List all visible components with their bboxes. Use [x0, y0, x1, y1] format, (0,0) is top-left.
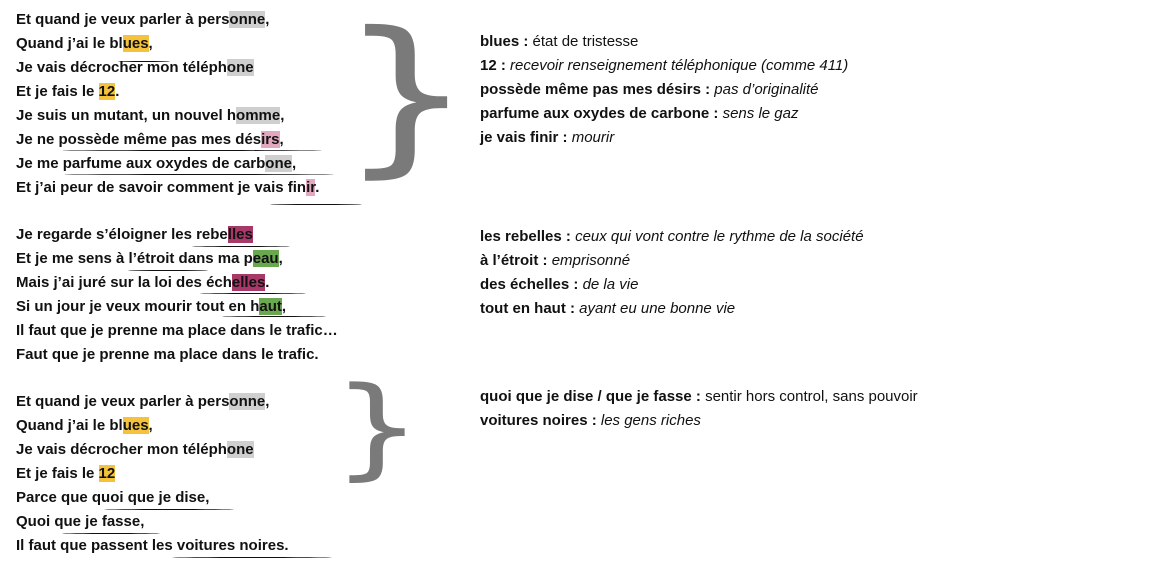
line-text: , — [265, 11, 270, 28]
line-text: , — [279, 131, 284, 148]
notes-stanza-2 — [480, 225, 864, 321]
annotation-definition: de la vie — [582, 276, 639, 293]
underline-mark — [62, 533, 160, 534]
poem-line — [16, 319, 338, 343]
poem-line — [16, 104, 319, 128]
underline-mark — [192, 246, 290, 247]
line-text: Je suis un mutant, un nouvel h — [16, 107, 237, 124]
underline-mark — [118, 61, 170, 62]
line-text: Et j’ai peur de savoir comment je vais fin — [16, 179, 307, 196]
line-text: . — [115, 83, 120, 100]
line-text: , — [280, 107, 285, 124]
annotation-definition: état de tristesse — [532, 33, 639, 50]
poem-line — [16, 534, 289, 558]
underline-mark — [222, 316, 326, 317]
annotation-term: les rebelles : — [480, 228, 571, 245]
annotation-note — [480, 78, 848, 102]
underline-mark — [200, 293, 306, 294]
stanza-2 — [16, 223, 338, 367]
line-text: Je regarde s’éloigner les rebe — [16, 226, 228, 243]
poem-line — [16, 414, 289, 438]
highlight-pink: ir — [306, 179, 316, 196]
line-text: Et quand je veux parler à pers — [16, 393, 230, 410]
poem-line — [16, 152, 319, 176]
annotation-definition: pas d’originalité — [714, 81, 819, 98]
annotation-definition: ceux qui vont contre le rythme de la société — [575, 228, 864, 245]
annotation-term: blues : — [480, 33, 529, 50]
annotation-definition: emprisonné — [551, 252, 631, 269]
underline-mark — [104, 509, 234, 510]
underline-mark — [64, 174, 334, 175]
annotation-note — [480, 297, 864, 321]
highlight-yellow: 12 — [98, 465, 116, 482]
stanza-1 — [16, 8, 319, 200]
highlight-gray: onne — [229, 11, 266, 28]
poem-line — [16, 176, 319, 200]
poem-line — [16, 32, 319, 56]
underline-mark — [128, 270, 208, 271]
line-text: Mais j’ai juré sur la loi des éch — [16, 274, 232, 291]
underline-mark — [270, 204, 362, 205]
poem-line — [16, 8, 319, 32]
line-text: Je vais décrocher mon téléph — [16, 59, 227, 76]
poem-line — [16, 486, 289, 510]
annotation-term: voitures noires : — [480, 412, 597, 429]
poem-line — [16, 56, 319, 80]
poem-line — [16, 390, 289, 414]
line-text: Parce que quoi que je dise, — [16, 489, 210, 506]
line-text: . — [265, 274, 270, 291]
annotation-term: à l’étroit : — [480, 252, 548, 269]
annotation-note — [480, 54, 848, 78]
brace-icon: } — [331, 363, 423, 491]
annotation-term: quoi que je dise / que je fasse : — [480, 388, 701, 405]
line-text: Si un jour je veux mourir tout en h — [16, 298, 260, 315]
line-text: Quand j’ai le bl — [16, 35, 123, 52]
poem-line — [16, 223, 338, 247]
line-text: , — [281, 298, 287, 315]
line-text: , — [265, 393, 270, 410]
poem-line — [16, 510, 289, 534]
highlight-purple: lles — [227, 226, 253, 243]
annotation-definition: sentir hors control, sans pouvoir — [705, 388, 918, 405]
line-text: Quoi que je fasse, — [16, 513, 145, 530]
highlight-green: eau — [252, 250, 279, 267]
line-text: , — [148, 417, 153, 434]
line-text: Il faut que passent les voitures noires. — [16, 537, 289, 554]
line-text: Je ne possède même pas mes dés — [16, 131, 262, 148]
highlight-yellow: 12 — [98, 83, 116, 100]
poem-line — [16, 80, 319, 104]
poem-line — [16, 438, 289, 462]
poem-line — [16, 343, 338, 367]
annotation-term: 12 : — [480, 57, 506, 74]
line-text: , — [278, 250, 283, 267]
notes-stanza-1 — [480, 30, 848, 150]
line-text: Et je fais le — [16, 83, 99, 100]
highlight-gray: one — [226, 441, 254, 458]
underline-mark — [62, 150, 322, 151]
line-text: Je vais décrocher mon téléph — [16, 441, 227, 458]
highlight-pink: irs — [261, 131, 280, 148]
annotation-note — [480, 225, 864, 249]
annotation-term: des échelles : — [480, 276, 579, 293]
annotation-definition: sens le gaz — [722, 105, 799, 122]
highlight-yellow: ues — [122, 417, 149, 434]
annotation-definition: les gens riches — [600, 412, 701, 429]
annotation-note — [480, 273, 864, 297]
line-text: Et quand je veux parler à pers — [16, 11, 230, 28]
line-text: Je me parfume aux oxydes de carb — [16, 155, 266, 172]
line-text: Faut que je prenne ma place dans le trafic. — [16, 346, 319, 363]
highlight-gray: one — [265, 155, 292, 172]
line-text: Quand j’ai le bl — [16, 417, 123, 434]
highlight-purple: elles — [231, 274, 266, 291]
line-text: Et je fais le — [16, 465, 99, 482]
poem-line — [16, 462, 289, 486]
highlight-gray: onne — [229, 393, 266, 410]
line-text: , — [148, 35, 153, 52]
annotation-term: parfume aux oxydes de carbone : — [480, 105, 719, 122]
poem-line — [16, 247, 338, 271]
poem-line — [16, 128, 319, 152]
line-text: , — [291, 155, 297, 172]
line-text: Il faut que je prenne ma place dans le trafic… — [16, 322, 338, 339]
line-text: . — [315, 179, 320, 196]
brace-icon: } — [338, 0, 474, 194]
highlight-yellow: ues — [122, 35, 149, 52]
annotation-note — [480, 385, 918, 409]
highlight-green: aut — [259, 298, 282, 315]
annotation-term: tout en haut : — [480, 300, 575, 317]
line-text: Et je me sens à l’étroit dans ma p — [16, 250, 253, 267]
annotation-definition: mourir — [571, 129, 615, 146]
annotation-definition: recevoir renseignement téléphonique (comme 411) — [510, 57, 849, 74]
annotation-note — [480, 409, 918, 433]
annotation-term: possède même pas mes désirs : — [480, 81, 711, 98]
highlight-gray: omme — [236, 107, 281, 124]
annotation-note — [480, 30, 848, 54]
poem-line — [16, 271, 338, 295]
highlight-gray: one — [226, 59, 254, 76]
underline-mark — [172, 557, 332, 558]
notes-stanza-3 — [480, 385, 918, 433]
annotation-note — [480, 126, 848, 150]
annotation-note — [480, 102, 848, 126]
annotation-definition: ayant eu une bonne vie — [579, 300, 736, 317]
annotation-term: je vais finir : — [480, 129, 568, 146]
annotation-note — [480, 249, 864, 273]
